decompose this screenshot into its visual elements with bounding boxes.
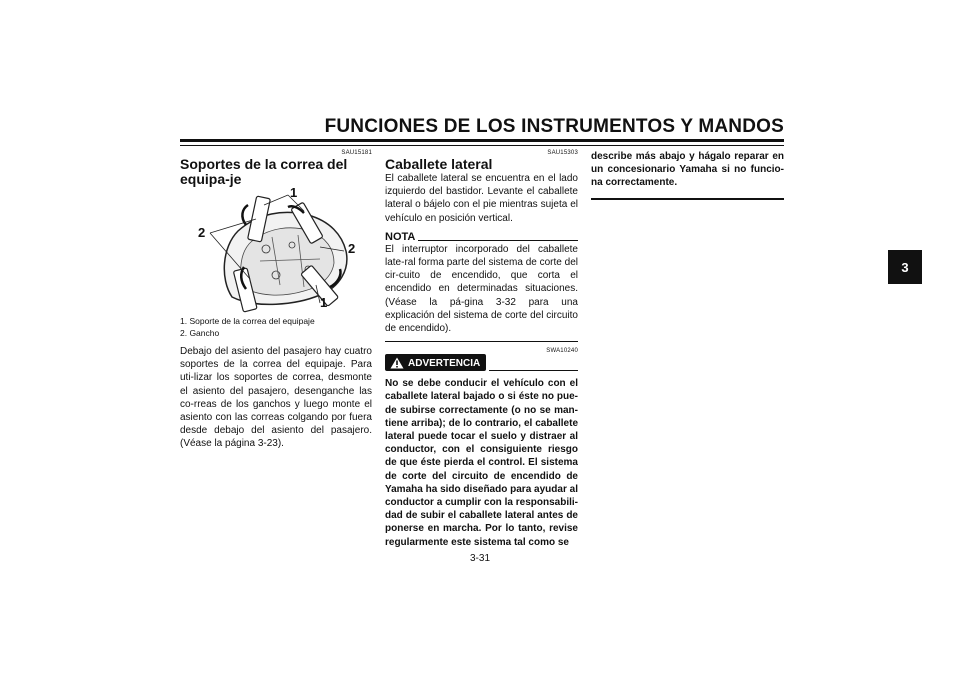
warning-paragraph: No se debe conducir el vehículo con el caballete lateral bajado o si éste no pue-de subirse correctamente (o no se man-tiene arriba); de lo contrario, el caballete lateral puede tocar el suelo y distraer al conductor, con el consiguiente riesgo de que éste pierda el control. El sistema de corte del circuito de encendido de Yamaha ha sido diseñado para ayudar al conductor a cumplir con la responsabili-dad de subir el caballete lateral antes de ponerse en marcha. Por lo tanto, revise regularmente este sistema tal como se (385, 378, 578, 548)
warning-rule (489, 370, 578, 371)
section-code: SAU15181 (341, 150, 372, 156)
caption-2: 2. Gancho (180, 328, 220, 338)
callout-2-left: 2 (198, 225, 206, 240)
warning-label: ADVERTENCIA (408, 357, 481, 369)
column-2 (385, 150, 578, 549)
seat-strap-figure (180, 185, 372, 313)
nota-label: NOTA (385, 230, 416, 243)
callout-2-right: 2 (348, 241, 356, 256)
nota-end-rule (385, 341, 578, 342)
column-1 (180, 150, 372, 451)
section-code: SAU15303 (547, 150, 578, 156)
column-3 (591, 150, 784, 200)
warning-badge (385, 354, 486, 371)
header-rule-thin (180, 145, 784, 146)
body-paragraph: El caballete lateral se encuentra en el lado izquierdo del bastidor. Levante el caballete lateral o bájelo con el pie mientras sujeta el vehículo en posición vertical. (385, 173, 578, 224)
warning-triangle-icon (390, 357, 404, 369)
nota-heading (385, 231, 578, 243)
callout-1-top: 1 (290, 185, 298, 200)
warning-end-rule (591, 198, 784, 200)
caption-1: 1. Soporte de la correa del equipaje (180, 316, 315, 326)
seat-underside-illustration (180, 189, 372, 313)
header-rule-thick (180, 139, 784, 142)
section-title: Caballete lateral (385, 156, 493, 172)
warning-code: SWA10240 (546, 348, 578, 355)
callout-1-bottom: 1 (320, 295, 328, 310)
chapter-header-title: FUNCIONES DE LOS INSTRUMENTOS Y MANDOS (324, 116, 784, 137)
chapter-tab: 3 (888, 250, 922, 284)
section-title: Soportes de la correa del equipa-je (180, 156, 348, 187)
warning-heading (385, 354, 578, 371)
nota-rule (418, 240, 578, 241)
nota-paragraph: El interruptor incorporado del caballete late-ral forma parte del sistema de corte del cir-cuito de encendido, que corta el encendido en determinadas situaciones. (Véase la pá-gina 3-32 para una explicación del sistema de corte del circuito de encendido). (385, 243, 578, 335)
warning-continuation: describe más abajo y hágalo reparar en un concesionario Yamaha si no funcio-na correctamente. (591, 151, 784, 189)
page-number: 3-31 (469, 553, 490, 564)
figure-captions (180, 315, 372, 339)
body-paragraph: Debajo del asiento del pasajero hay cuatro soportes de la correa del equipaje. Para uti-lizar los soportes de correa, desmonte el asiento del pasajero, desenganche las co-rreas de los ganchos y luego monte el asiento con las correas colgando por fuera desde debajo del asiento del pasajero. (Véase la página 3-23). (180, 346, 372, 450)
